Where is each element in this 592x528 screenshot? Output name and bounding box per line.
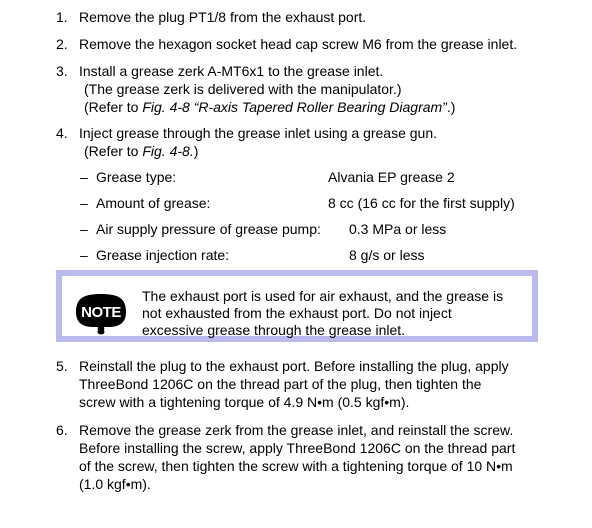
spec-value: 0.3 MPa or less xyxy=(349,221,447,237)
list-dash: – xyxy=(80,221,88,237)
step-text: Install a grease zerk A-MT6x1 to the grease inlet. xyxy=(79,63,384,79)
step-6 xyxy=(56,421,578,493)
step-text: Inject grease through the grease inlet using a grease gun. xyxy=(79,125,438,141)
spec-row-amount xyxy=(80,194,560,212)
note-line: not exhausted from the exhaust port. Do not inject xyxy=(142,305,452,321)
spec-label: Amount of grease: xyxy=(96,195,211,211)
list-dash: – xyxy=(80,247,88,263)
list-dash: – xyxy=(80,169,88,185)
spec-label: Grease type: xyxy=(96,169,177,185)
step-text: Reinstall the plug to the exhaust port. Before installing the plug, apply xyxy=(79,358,509,374)
step-text: Before installing the screw, apply ThreeBond 1206C on the thread part xyxy=(79,440,516,456)
step-text: Remove the hexagon socket head cap screw M6 from the grease inlet. xyxy=(79,36,518,52)
figure-link: Fig. 4-8. xyxy=(142,143,194,159)
figure-link: Fig. 4-8 “R-axis Tapered Roller Bearing Diagram” xyxy=(142,99,447,115)
note-line: The exhaust port is used for air exhaust, and the grease is xyxy=(142,288,504,304)
list-dash: – xyxy=(80,195,88,211)
reference-prefix: (Refer to xyxy=(84,143,143,159)
step-3 xyxy=(56,62,578,116)
step-number: 5. xyxy=(56,358,68,374)
spec-value: 8 g/s or less xyxy=(349,247,425,263)
figure-reference xyxy=(79,98,578,116)
step-note: (The grease zerk is delivered with the manipulator.) xyxy=(84,81,402,97)
spec-label: Grease injection rate: xyxy=(96,247,230,263)
note-icon xyxy=(72,290,130,336)
spec-value: Alvania EP grease 2 xyxy=(328,169,455,185)
note-box xyxy=(56,270,538,342)
reference-suffix: ) xyxy=(193,143,199,159)
note-icon-label: NOTE xyxy=(81,304,121,321)
step-text: (1.0 kgf•m). xyxy=(79,476,151,492)
step-text: Remove the plug PT1/8 from the exhaust port. xyxy=(79,9,367,25)
spec-label: Air supply pressure of grease pump: xyxy=(96,221,321,237)
spec-row-air-pressure xyxy=(80,220,560,238)
spec-row-grease-type xyxy=(80,168,560,186)
step-number: 3. xyxy=(56,63,68,79)
step-text: ThreeBond 1206C on the thread part of the plug, then tighten the xyxy=(79,376,482,392)
step-number: 1. xyxy=(56,9,68,25)
spec-value: 8 cc (16 cc for the first supply) xyxy=(328,195,515,211)
reference-prefix: (Refer to xyxy=(84,99,143,115)
step-number: 4. xyxy=(56,125,68,141)
step-5 xyxy=(56,357,578,411)
step-1 xyxy=(56,8,578,26)
step-number: 6. xyxy=(56,422,68,438)
note-text xyxy=(142,288,503,339)
step-2 xyxy=(56,35,578,53)
step-number: 2. xyxy=(56,36,68,52)
figure-reference xyxy=(79,142,578,160)
reference-suffix: .) xyxy=(446,99,456,115)
note-line: excessive grease through the grease inlet. xyxy=(142,322,406,338)
step-text: Remove the grease zerk from the grease inlet, and reinstall the screw. xyxy=(79,422,514,438)
step-text: screw with a tightening torque of 4.9 N•m (0.5 kgf•m). xyxy=(79,394,410,410)
spec-row-injection-rate xyxy=(80,246,560,264)
step-4 xyxy=(56,124,578,160)
step-text: of the screw, then tighten the screw with a tightening torque of 10 N•m xyxy=(79,458,513,474)
